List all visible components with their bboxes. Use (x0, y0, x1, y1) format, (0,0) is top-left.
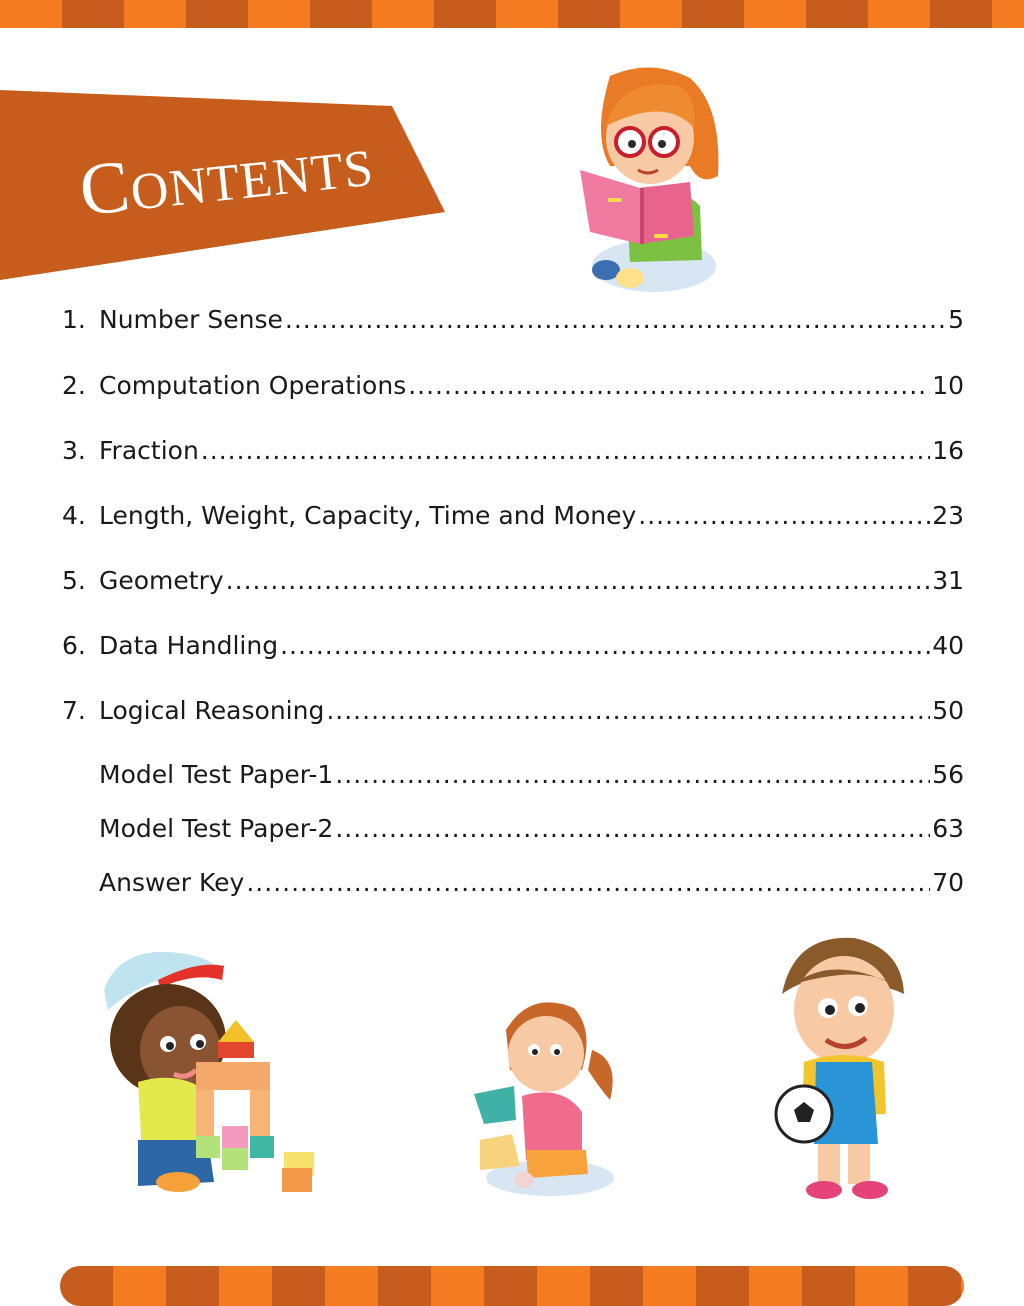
girl-reading-illustration (570, 66, 730, 298)
toc-entry[interactable] (62, 811, 964, 865)
toc-entry-page: 50 (932, 696, 964, 725)
boy-blocks-illustration (98, 950, 330, 1200)
toc-entry-page: 70 (932, 868, 964, 897)
boy-football-illustration (774, 934, 910, 1204)
page-title: Contents (75, 119, 378, 232)
toc-entry[interactable] (62, 498, 964, 563)
contents-banner (0, 90, 445, 280)
toc-entry-page: 10 (932, 371, 964, 400)
toc-entry[interactable] (62, 865, 964, 919)
toc-entry-number: 3. (62, 436, 86, 465)
toc-entry-number: 2. (62, 371, 86, 400)
toc-entry-number: 7. (62, 696, 86, 725)
toc-dot-leader (335, 811, 930, 847)
toc-dot-leader (408, 368, 930, 404)
toc-dot-leader (638, 498, 930, 534)
toc-dot-leader (201, 433, 930, 469)
toc-entry-number: 5. (62, 566, 86, 595)
toc-entry-page: 16 (932, 436, 964, 465)
toc-entry-title: Logical Reasoning (99, 696, 325, 725)
girl-cups-illustration (470, 990, 620, 1202)
toc-entry-number: 1. (62, 305, 86, 334)
toc-entry[interactable] (62, 368, 964, 433)
toc-entry-title: Length, Weight, Capacity, Time and Money (99, 501, 637, 530)
toc-entry-page: 23 (932, 501, 964, 530)
toc-entry-page: 31 (932, 566, 964, 595)
toc-dot-leader (335, 757, 930, 793)
toc-entry-title: Fraction (99, 436, 199, 465)
toc-dot-leader (226, 563, 931, 599)
toc-entry-title: Geometry (99, 566, 224, 595)
toc-dot-leader (246, 865, 930, 901)
toc-entry[interactable] (62, 433, 964, 498)
toc-entry-title: Model Test Paper-1 (99, 760, 334, 789)
toc-dot-leader (285, 302, 946, 338)
toc-entry-title: Answer Key (99, 868, 245, 897)
toc-entry[interactable] (62, 693, 964, 757)
toc-entry[interactable] (62, 628, 964, 693)
toc-dot-leader (326, 693, 930, 729)
bottom-stripe-border (60, 1266, 964, 1306)
toc-entry-title: Computation Operations (99, 371, 407, 400)
toc-entry-title: Data Handling (99, 631, 279, 660)
toc-entry-number: 6. (62, 631, 86, 660)
toc-entry-title: Model Test Paper-2 (99, 814, 334, 843)
toc-entry-page: 40 (932, 631, 964, 660)
toc-entry-title: Number Sense (99, 305, 283, 334)
toc-entry-page: 56 (932, 760, 964, 789)
table-of-contents (62, 302, 964, 919)
toc-entry[interactable] (62, 302, 964, 368)
toc-entry-number: 4. (62, 501, 86, 530)
toc-entry[interactable] (62, 757, 964, 811)
toc-entry-page: 5 (948, 305, 964, 334)
toc-entry[interactable] (62, 563, 964, 628)
toc-entry-page: 63 (932, 814, 964, 843)
toc-dot-leader (280, 628, 930, 664)
top-stripe-border (0, 0, 1024, 28)
